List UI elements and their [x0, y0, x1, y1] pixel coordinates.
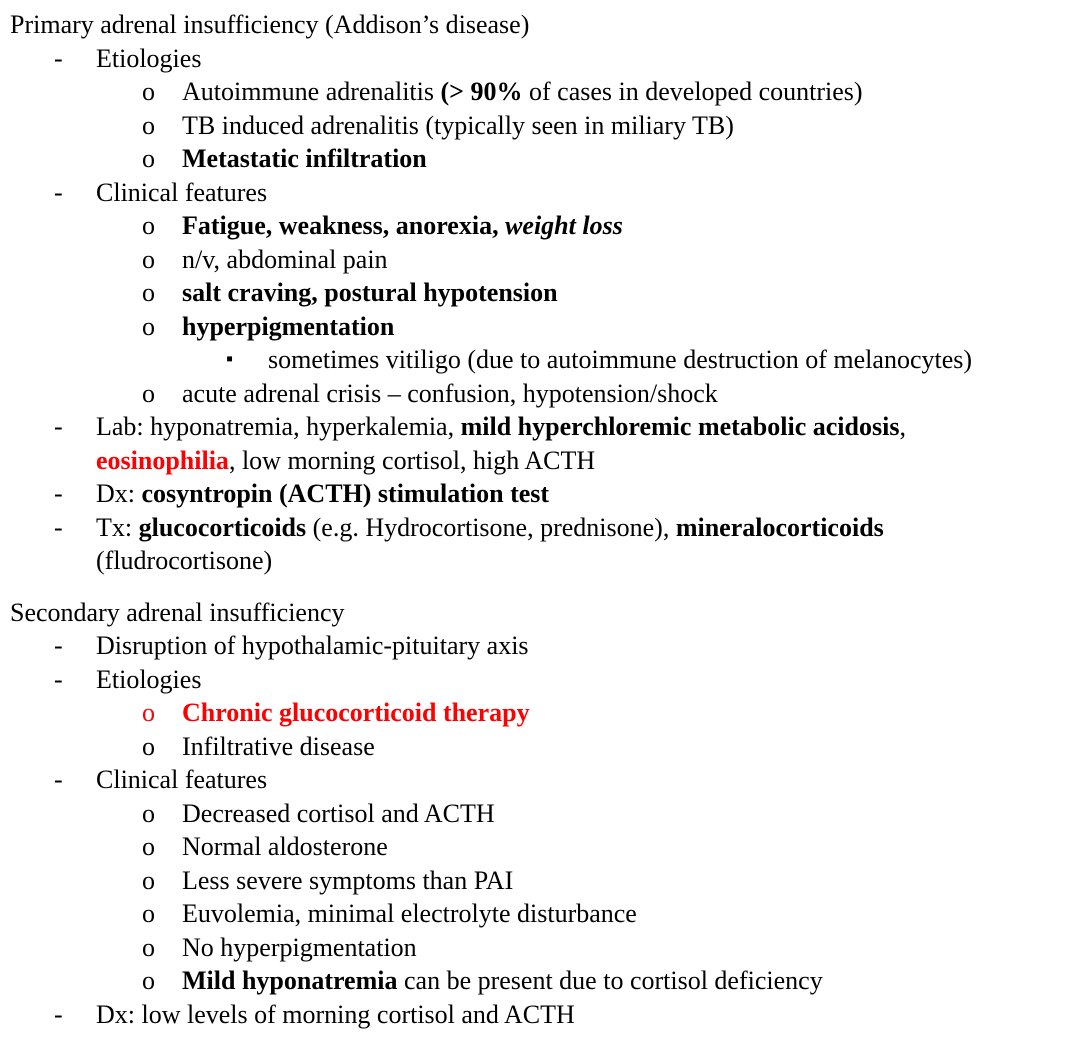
list-item	[10, 209, 1060, 243]
circle-bullet: o	[142, 278, 155, 307]
list-item	[10, 797, 1060, 831]
item-text: No hyperpigmentation	[182, 932, 417, 962]
list-item	[10, 730, 1060, 764]
bold-italic-text: weight loss	[505, 211, 623, 240]
item-text: TB induced adrenalitis (typically seen in miliary TB)	[182, 110, 734, 140]
circle-bullet: o	[142, 966, 155, 995]
list-item	[10, 696, 1060, 730]
dash-bullet: -	[54, 765, 63, 794]
primary-heading: Primary adrenal insufficiency (Addison’s disease)	[10, 10, 530, 39]
list-item	[10, 763, 1060, 797]
circle-bullet: o	[142, 731, 155, 761]
item-text: Clinical features	[96, 177, 268, 207]
list-item	[10, 343, 1060, 377]
circle-bullet: o	[142, 144, 155, 173]
bold-text: Mild hyponatremia	[182, 966, 398, 995]
bold-text: salt craving, postural hypotension	[182, 278, 558, 307]
circle-bullet: o	[142, 77, 155, 106]
dash-bullet: -	[54, 512, 63, 542]
circle-bullet: o	[142, 899, 155, 928]
dash-bullet: -	[54, 43, 63, 73]
bold-text: mild hyperchloremic metabolic acidosis	[460, 412, 900, 441]
list-item	[10, 276, 1060, 310]
red-bold-text: eosinophilia	[96, 445, 229, 475]
item-text: Less severe symptoms than PAI	[182, 865, 514, 895]
dash-bullet: -	[54, 479, 63, 508]
circle-bullet: o	[142, 211, 155, 240]
list-item	[10, 629, 1060, 663]
circle-bullet: o	[142, 798, 155, 828]
list-item	[10, 310, 1060, 344]
item-text: , low morning cortisol, high ACTH	[228, 445, 596, 475]
item-text: Autoimmune adrenalitis	[182, 77, 441, 106]
item-text: Dx: low levels of morning cortisol and ACTH	[96, 999, 575, 1029]
list-item	[10, 176, 1060, 210]
item-text: acute adrenal crisis – confusion, hypotension/shock	[182, 378, 718, 408]
item-text: Dx:	[96, 479, 142, 508]
bold-text: Metastatic infiltration	[182, 144, 427, 173]
item-text: Clinical features	[96, 765, 268, 794]
section-gap	[10, 578, 1060, 596]
list-item	[10, 931, 1060, 965]
circle-bullet: o	[142, 378, 155, 408]
circle-bullet: o	[142, 698, 155, 727]
list-item	[10, 75, 1060, 109]
list-item	[10, 964, 1060, 998]
list-item	[10, 243, 1060, 277]
bold-text: (> 90%	[440, 77, 523, 106]
item-text: sometimes vitiligo (due to autoimmune destruction of melanocytes)	[268, 345, 973, 374]
item-text: Disruption of hypothalamic-pituitary axis	[96, 631, 529, 660]
item-text: Decreased cortisol and ACTH	[182, 798, 495, 828]
dash-bullet: -	[54, 177, 63, 207]
item-text: Etiologies	[96, 664, 202, 694]
document	[10, 8, 1060, 1031]
circle-bullet: o	[142, 865, 155, 895]
dash-bullet: -	[54, 631, 63, 660]
list-item	[10, 477, 1060, 511]
item-text: Infiltrative disease	[182, 731, 375, 761]
circle-bullet: o	[142, 244, 155, 274]
item-text: Euvolemia, minimal electrolyte disturbance	[182, 899, 637, 928]
circle-bullet: o	[142, 932, 155, 962]
list-item	[10, 109, 1060, 143]
bold-text: glucocorticoids	[138, 512, 307, 542]
dash-bullet: -	[54, 412, 63, 441]
item-text: Tx:	[96, 512, 139, 542]
item-text: Lab: hyponatremia, hyperkalemia,	[96, 412, 461, 441]
list-item	[10, 864, 1060, 898]
red-bold-text: Chronic glucocorticoid therapy	[182, 698, 530, 727]
list-item	[10, 663, 1060, 697]
square-bullet: ▪	[226, 348, 234, 370]
item-text: (fludrocortisone)	[96, 546, 273, 575]
dash-bullet: -	[54, 999, 63, 1029]
item-text: n/v, abdominal pain	[182, 244, 388, 274]
circle-bullet: o	[142, 311, 155, 341]
circle-bullet: o	[142, 832, 155, 861]
item-text: Etiologies	[96, 43, 202, 73]
list-item	[10, 142, 1060, 176]
bold-text: cosyntropin (ACTH) stimulation test	[141, 479, 550, 508]
list-item	[10, 830, 1060, 864]
list-item	[10, 897, 1060, 931]
item-text: can be present due to cortisol deficiency	[397, 966, 823, 995]
item-text: Normal aldosterone	[182, 832, 388, 861]
bold-text: hyperpigmentation	[182, 311, 395, 341]
item-text: of cases in developed countries)	[522, 77, 863, 106]
secondary-heading: Secondary adrenal insufficiency	[10, 597, 345, 627]
item-text: (e.g. Hydrocortisone, prednisone),	[306, 512, 676, 542]
circle-bullet: o	[142, 110, 155, 140]
list-item	[10, 511, 1060, 578]
list-item	[10, 410, 1060, 477]
list-item	[10, 42, 1060, 76]
dash-bullet: -	[54, 664, 63, 694]
list-item	[10, 377, 1060, 411]
item-text: ,	[899, 412, 906, 441]
bold-text: mineralocorticoids	[675, 512, 884, 542]
bold-text: Fatigue, weakness, anorexia,	[182, 211, 506, 240]
list-item	[10, 998, 1060, 1032]
